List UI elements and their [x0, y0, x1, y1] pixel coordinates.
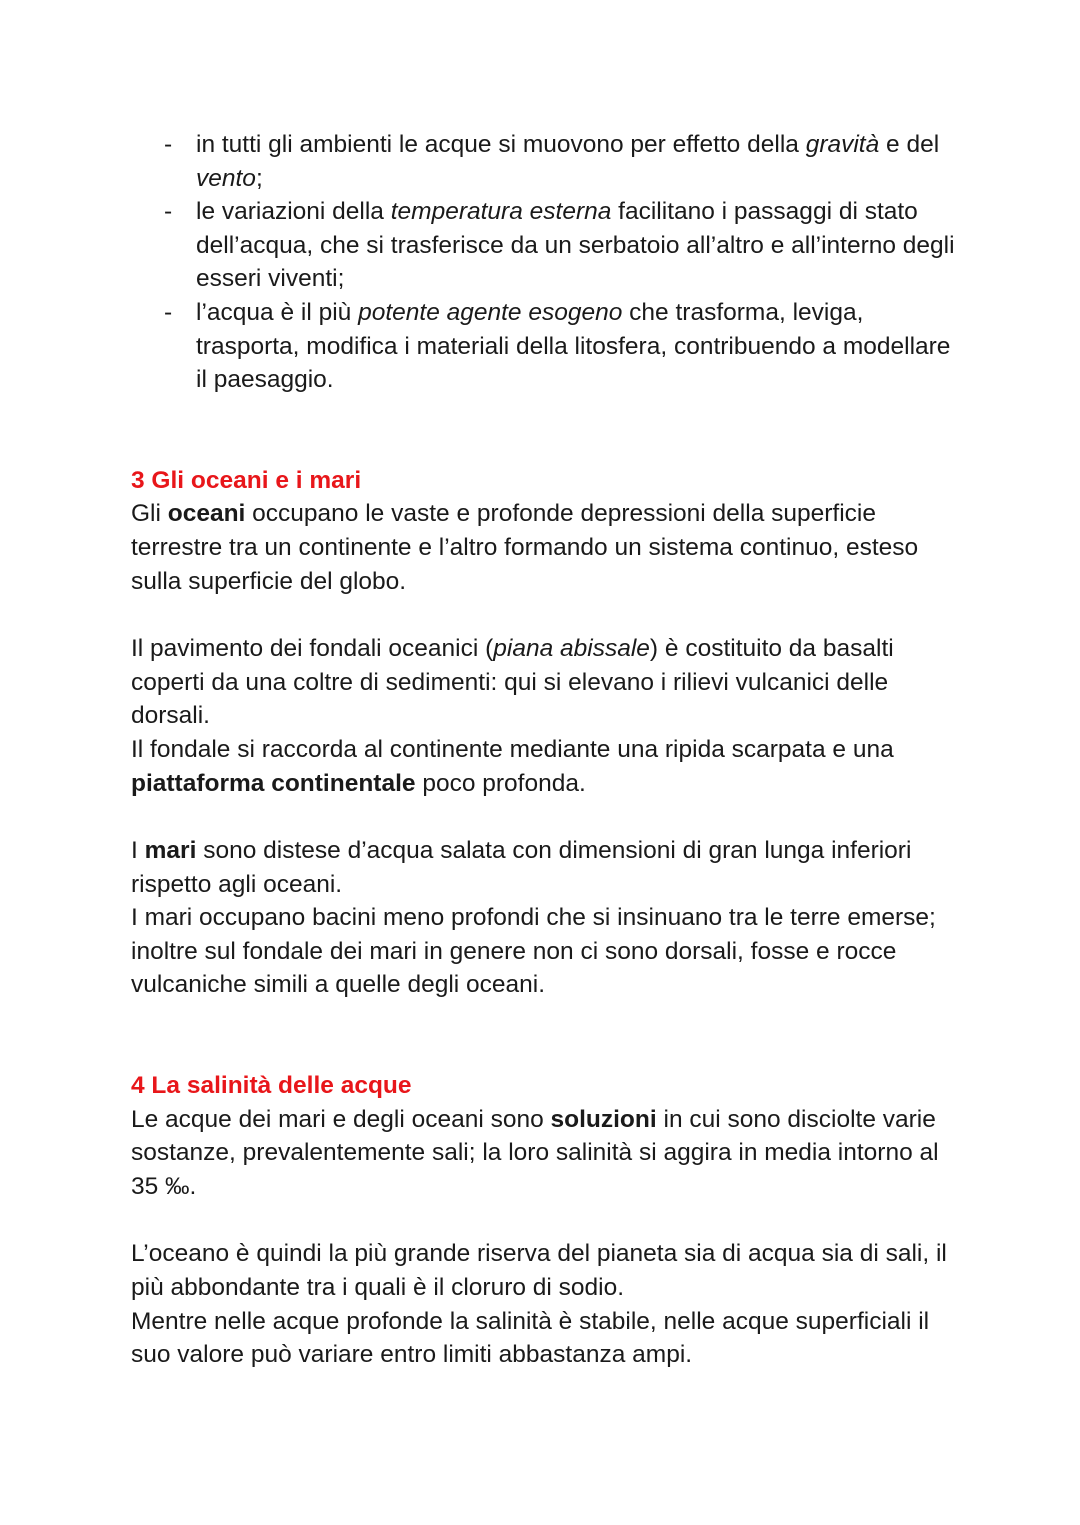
section-3-paragraph-seas — [131, 834, 961, 901]
bullet-dash: - — [164, 131, 173, 158]
bullet-text: e del — [879, 131, 940, 158]
paragraph-text: in cui sono disciolte varie sostanze, prevalentemente sali; la loro salinità si aggira in media intorno al 35 ‰. — [131, 1105, 939, 1200]
emphasis-text: gravità — [805, 131, 880, 158]
spacer — [131, 397, 961, 464]
paragraph-text: Gli — [131, 500, 168, 528]
bold-term: mari — [144, 837, 197, 865]
bullet-text: in tutti gli ambienti le acque si muovono per effetto della — [196, 131, 806, 158]
paragraph-text: Il fondale si raccorda al continente mediante una ripida scarpata e una — [131, 735, 894, 763]
spacer — [131, 1002, 961, 1069]
bullet-dash: - — [164, 198, 173, 226]
emphasis-text: piana abissale — [493, 635, 650, 663]
section-3-paragraph-oceans — [131, 497, 961, 598]
paragraph-text: occupano le vaste e profonde depressioni della superficie terrestre tra un continente e l’altro formando un sistema continuo, esteso sulla superficie del globo. — [131, 500, 919, 595]
bullet-text: facilitano i passaggi di stato dell’acqua, che si trasferisce da un serbatoio all’altro e all’interno degli esseri viventi; — [196, 198, 955, 293]
emphasis-text: vento — [196, 164, 256, 192]
bold-term: piattaforma continentale — [131, 769, 416, 797]
spacer — [131, 1203, 961, 1237]
section-3-paragraph-shelf — [131, 733, 961, 800]
spacer — [131, 598, 961, 632]
section-4-heading: 4 La salinità delle acque — [131, 1072, 412, 1100]
bold-term: soluzioni — [550, 1105, 657, 1133]
spacer — [131, 800, 961, 834]
bullet-text: le variazioni della — [196, 198, 391, 226]
paragraph-text: sono distese d’acqua salata con dimensioni di gran lunga inferiori rispetto agli oceani. — [131, 837, 912, 898]
paragraph-text: I — [131, 837, 145, 865]
bullet-item-temperature — [131, 195, 961, 296]
document-page — [131, 128, 961, 1372]
bullet-list — [131, 128, 961, 397]
bullet-item-exogenous-agent — [131, 296, 961, 397]
section-4-paragraph-solutions — [131, 1103, 961, 1204]
paragraph-text: poco profonda. — [415, 769, 586, 797]
paragraph-text: Le acque dei mari e degli oceani sono — [131, 1105, 551, 1133]
emphasis-text: temperatura esterna — [390, 198, 612, 226]
bullet-dash: - — [164, 298, 173, 326]
emphasis-text: potente agente esogeno — [358, 298, 623, 326]
bullet-item-gravity — [131, 128, 961, 195]
bold-term: oceani — [167, 500, 246, 528]
section-3-paragraph-seas-basins: I mari occupano bacini meno profondi che si insinuano tra le terre emerse; inoltre sul fondale dei mari in genere non ci sono dorsali, fosse e rocce vulcaniche simili a quelle degli oceani. — [131, 904, 936, 999]
bullet-text: che trasforma, leviga, trasporta, modifica i materiali della litosfera, contribuendo a modellare il paesaggio. — [196, 298, 951, 394]
section-4-paragraph-variation: Mentre nelle acque profonde la salinità è stabile, nelle acque superficiali il suo valore può variare entro limiti abbastanza ampi. — [131, 1307, 930, 1369]
section-3-heading: 3 Gli oceani e i mari — [131, 466, 362, 494]
paragraph-text: Il pavimento dei fondali oceanici ( — [131, 635, 494, 663]
section-4-paragraph-reserve: L’oceano è quindi la più grande riserva del pianeta sia di acqua sia di sali, il più abbondante tra i quali è il cloruro di sodio. — [131, 1240, 947, 1302]
bullet-text: l’acqua è il più — [196, 298, 359, 326]
bullet-text: ; — [255, 164, 263, 192]
paragraph-text: ) è costituito da basalti coperti da una coltre di sedimenti: qui si elevano i rilievi vulcanici delle dorsali. — [131, 635, 894, 730]
section-3-paragraph-abyssal-plain — [131, 632, 961, 733]
